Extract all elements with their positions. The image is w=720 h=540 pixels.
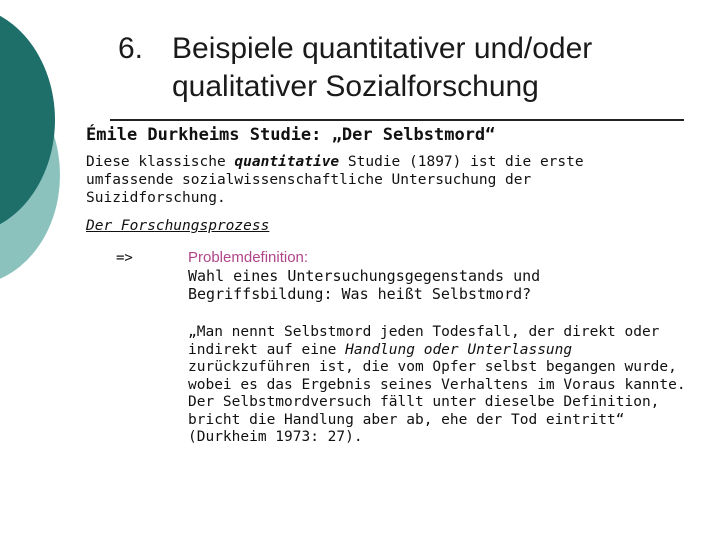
title-number: 6.: [118, 32, 144, 65]
process-label: Der Forschungsprozess: [86, 218, 270, 234]
durkheim-quote: [188, 324, 698, 447]
subject-text: Wahl eines Untersuchungsgegenstands und Begriffsbildung: Was heißt Selbstmord?: [188, 267, 541, 303]
title-divider: [110, 119, 684, 121]
intro-text-start: Diese klassische: [86, 154, 235, 170]
quote-part-1: „Man nennt Selbstmord jeden Todesfall, der direkt oder indirekt auf eine: [188, 324, 660, 358]
title-line-2: qualitativer Sozialforschung: [172, 70, 539, 103]
intro-emphasis: quantitative: [234, 154, 340, 170]
study-heading: Émile Durkheims Studie: „Der Selbstmord“: [86, 125, 496, 145]
quote-part-2: zurückzuführen ist, die vom Opfer selbst begangen wurde, wobei es das Ergebnis seines Verhaltens im Voraus kannte. Der Selbstmordversuch fällt unter dieselbe Definition, bricht die Handlung aber ab, ehe der Tod eintritt“ (Durkheim 1973: 27).: [188, 359, 686, 445]
quote-emphasis: Handlung oder Unterlassung: [345, 341, 573, 358]
arrow-marker: =>: [116, 250, 133, 266]
intro-paragraph: [86, 153, 646, 207]
problem-definition-label: Problemdefinition:: [188, 249, 309, 266]
decorative-circles: [0, 0, 60, 300]
title-line-1: Beispiele quantitativer und/oder: [172, 32, 593, 65]
intro-text-end: Studie (1897) ist die erste umfassende sozialwissenschaftliche Untersuchung der Suizidforschung.: [86, 154, 584, 206]
